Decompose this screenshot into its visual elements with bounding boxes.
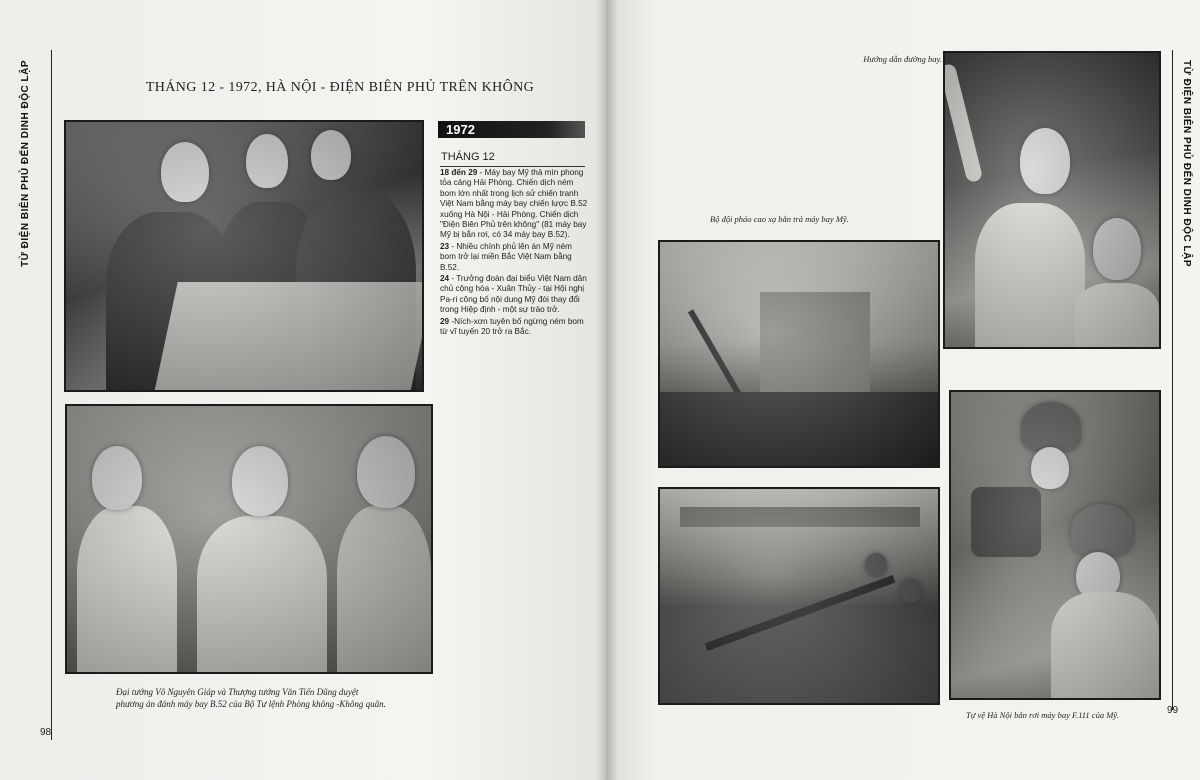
left-margin-rule xyxy=(51,50,52,740)
right-page xyxy=(606,0,1200,780)
photo-women-radio xyxy=(943,51,1161,349)
caption-anti-aircraft: Bộ đội pháo cao xạ bắn trả máy bay Mỹ. xyxy=(710,214,849,224)
timeline-entry: 23 - Nhiều chính phủ lên án Mỹ ném bom trở lại miền Bắc Việt Nam bằng B.52. xyxy=(440,241,572,272)
month-heading: THÁNG 12 xyxy=(441,151,495,163)
left-photo-caption: Đại tướng Võ Nguyên Giáp và Thượng tướng Văn Tiến Dũng duyệt phương án đánh máy bay B.52 của Bộ Tư lệnh Phòng không -Không quân. xyxy=(116,687,386,709)
photo-generals-at-map xyxy=(64,120,424,392)
timeline-entry: 24 - Trưởng đoàn đại biểu Việt Nam dân chủ cộng hòa - Xuân Thủy - tại Hội nghị Pa-ri công bố nội dung Mỹ đòi thay đổi trong Hiệp định - một sự trảo trở. xyxy=(440,274,587,315)
book-spine xyxy=(596,0,618,780)
photo-militia-soldiers xyxy=(949,390,1161,700)
timeline-entry: 18 đến 29 - Máy bay Mỹ thả mìn phong tỏa cảng Hải Phòng. Chiến dịch ném bom lớn nhất trong lịch sử chiến tranh Việt Nam bằng máy bay chiến lược B.52 xuống Hà Nội - Hải Phòng. Chiến dịch "Điện Biên Phủ trên không" (81 máy bay Mỹ bị bắn rơi, có 34 máy bay B.52). xyxy=(440,168,588,240)
photo-gun-crew xyxy=(658,487,940,705)
month-rule xyxy=(440,166,585,167)
page-title: THÁNG 12 - 1972, HÀ NỘI - ĐIỆN BIÊN PHỦ TRÊN KHÔNG xyxy=(145,80,535,95)
right-margin-rule xyxy=(1172,50,1173,710)
left-page-number: 98 xyxy=(40,727,52,738)
timeline-entry: 29 -Ních-xơn tuyên bố ngừng ném bom từ vĩ tuyến 20 trở ra Bắc. xyxy=(440,316,584,337)
year-label: 1972 xyxy=(446,122,475,137)
photo-anti-aircraft-guns xyxy=(658,240,940,468)
year-banner xyxy=(438,121,585,138)
photo-giap-and-dung xyxy=(65,404,433,674)
caption-f111-shootdown: Tự vệ Hà Nội bắn rơi máy bay F.111 của Mỹ. xyxy=(966,710,1120,720)
caption-flight-guidance: Hướng dẫn đường bay. xyxy=(863,54,942,64)
right-page-number: 99 xyxy=(1167,705,1179,716)
timeline-entries xyxy=(440,168,588,339)
right-running-title: TỪ ĐIỆN BIÊN PHỦ ĐẾN DINH ĐỘC LẬP xyxy=(1181,60,1192,268)
left-running-title: TỪ ĐIỆN BIÊN PHỦ ĐẾN DINH ĐỘC LẬP xyxy=(20,60,31,268)
